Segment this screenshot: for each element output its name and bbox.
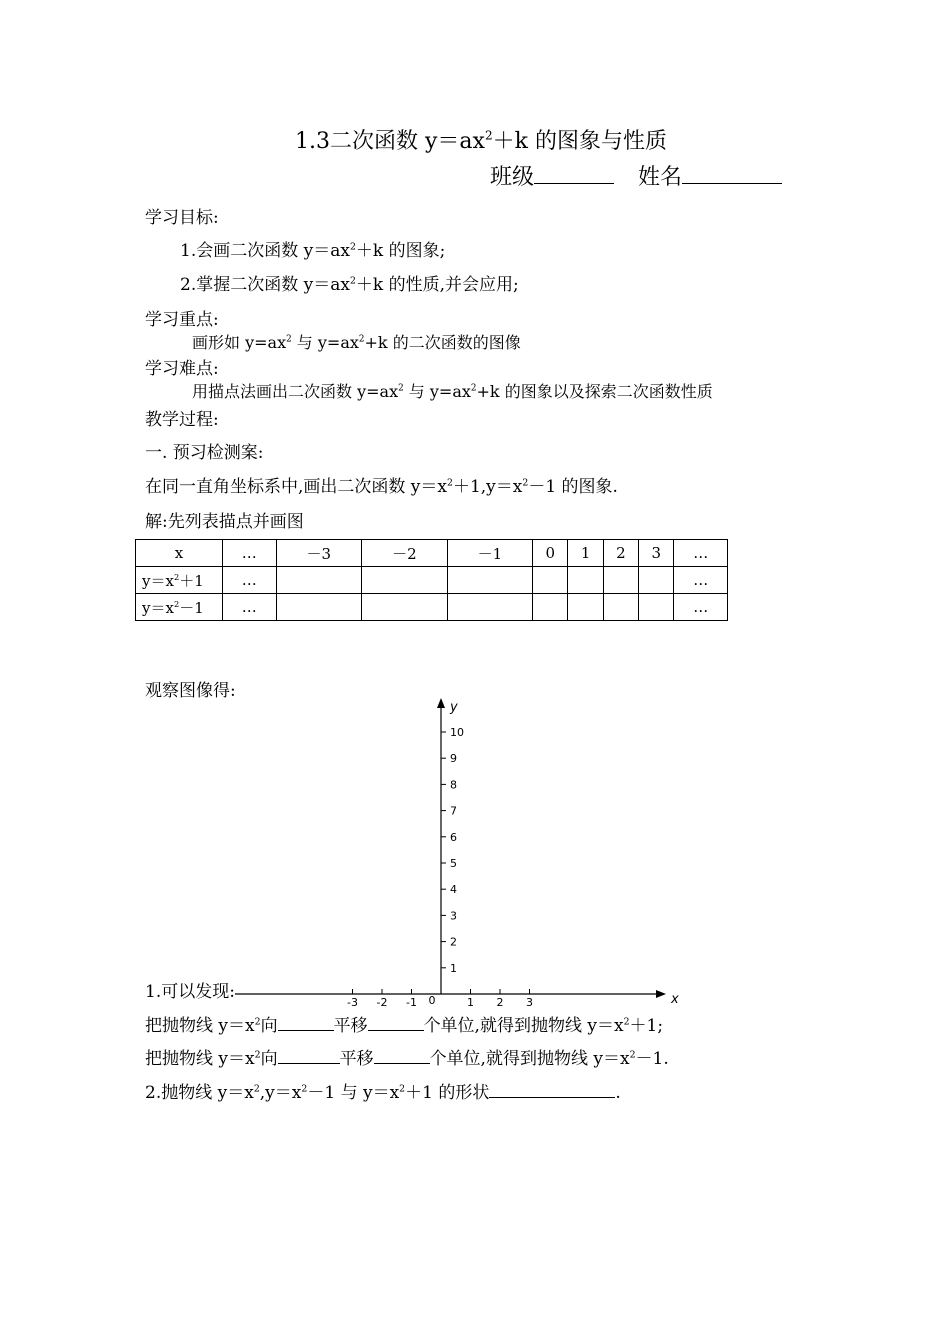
- x-tick-label: 1: [467, 996, 474, 1009]
- y-tick-label: 4: [450, 883, 457, 897]
- table-cell: …: [223, 594, 277, 621]
- finding-2: 2.抛物线 $y=x^2,y=x^2-1$ 与 $y=x^2+1$ 的形状 .: [145, 1078, 621, 1103]
- y-tick-label: 8: [450, 778, 457, 792]
- units-blank[interactable]: [368, 1012, 424, 1031]
- x-tick-label: 3: [526, 996, 533, 1009]
- x-tick-label: -1: [406, 996, 417, 1009]
- objective-1: 1.会画二次函数 $y=ax^2+k$ 的图象;: [180, 241, 446, 261]
- origin-label: 0: [428, 994, 436, 1007]
- key-points-heading: 学习重点:: [145, 310, 219, 330]
- observe-text: 观察图像得:: [145, 681, 236, 701]
- class-label: 班级: [490, 165, 535, 190]
- solution-text: 解:先列表描点并画图: [145, 512, 304, 532]
- table-cell: 0: [533, 540, 568, 567]
- shape-blank[interactable]: [489, 1079, 615, 1098]
- y-axis-label: y: [450, 700, 458, 715]
- y-tick-label: 9: [450, 752, 457, 766]
- name-label: 姓名: [638, 165, 683, 190]
- table-cell: …: [223, 567, 277, 594]
- y-tick-label: 5: [450, 857, 457, 870]
- y-tick-label: 7: [450, 804, 457, 818]
- difficulties-text: 用描点法画出二次函数 $y=ax^2$ 与 $y=ax^2+k$ 的图象以及探索二次函数性质: [192, 382, 713, 401]
- table-cell: －1: [447, 540, 533, 567]
- table-cell: …: [223, 540, 277, 567]
- y-tick-label: 2: [450, 935, 457, 949]
- table-cell: 1: [568, 540, 603, 567]
- x-axis-label: x: [671, 992, 679, 1007]
- page-title: 1.3二次函数 $y=ax^2+k$ 的图象与性质: [295, 128, 667, 154]
- section1-heading: 一. 预习检测案:: [145, 443, 264, 463]
- table-cell: x: [136, 540, 223, 567]
- y-axis-arrow: [437, 698, 445, 708]
- finding-1-line-1: 把抛物线 $y=x^2$向 平移 个单位,就得到抛物线 $y=x^2+1$;: [145, 1011, 663, 1036]
- x-tick-label: -3: [347, 996, 358, 1009]
- row-label-y-plus-1: $y=x^2+1$: [136, 567, 223, 594]
- table-cell: …: [674, 594, 728, 621]
- units-blank[interactable]: [374, 1045, 430, 1064]
- objective-2: 2.掌握二次函数 $y=ax^2+k$ 的性质,并会应用;: [180, 275, 519, 295]
- process-heading: 教学过程:: [145, 410, 219, 430]
- objectives-heading: 学习目标:: [145, 208, 219, 228]
- x-tick-label: -2: [376, 996, 388, 1009]
- x-tick-label: 2: [496, 996, 504, 1009]
- table-cell: 2: [603, 540, 638, 567]
- y-tick-label: 1: [450, 961, 457, 975]
- table-cell: …: [674, 540, 728, 567]
- x-axis-arrow: [656, 990, 666, 998]
- direction-blank[interactable]: [278, 1045, 340, 1064]
- y-tick-label: 10: [450, 726, 464, 739]
- y-tick-label: 6: [450, 830, 457, 844]
- table-cell: …: [674, 567, 728, 594]
- difficulties-heading: 学习难点:: [145, 359, 219, 379]
- key-points-text: 画形如 $y=ax^2$ 与 $y=ax^2+k$ 的二次函数的图像: [192, 333, 521, 352]
- y-tick-label: 3: [450, 909, 457, 923]
- table-cell: －2: [362, 540, 448, 567]
- finding-1-line-2: 把抛物线 $y=x^2$向 平移 个单位,就得到抛物线 $y=x^2-1$.: [145, 1044, 669, 1069]
- direction-blank[interactable]: [278, 1012, 334, 1031]
- row-label-y-minus-1: $y=x^2-1$: [136, 594, 223, 621]
- task-text: 在同一直角坐标系中,画出二次函数 $y=x^2+1,y=x^2-1$ 的图象.: [145, 477, 618, 497]
- finding-1-heading: 1.可以发现:: [145, 977, 235, 1002]
- table-cell: －3: [276, 540, 362, 567]
- table-cell: 3: [639, 540, 674, 567]
